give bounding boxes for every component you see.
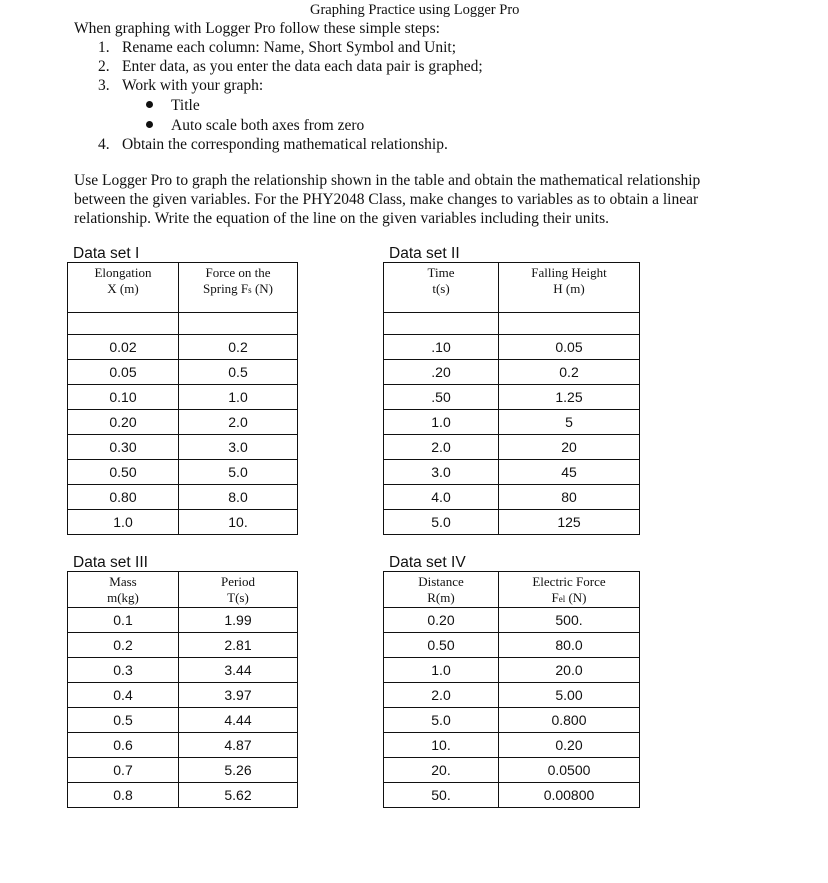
table-cell: 2.0 bbox=[384, 683, 499, 708]
table-cell: 1.0 bbox=[384, 658, 499, 683]
table-row bbox=[384, 758, 640, 783]
data-set-4-header-force: Electric Force Fel (N) bbox=[499, 572, 640, 608]
table-row bbox=[68, 485, 298, 510]
table-row bbox=[68, 410, 298, 435]
table-cell: 1.0 bbox=[68, 510, 179, 535]
table-cell: 4.44 bbox=[179, 708, 298, 733]
table-cell: 0.1 bbox=[68, 608, 179, 633]
table-cell: .10 bbox=[384, 335, 499, 360]
table-cell: 1.0 bbox=[384, 410, 499, 435]
table-cell: 0.20 bbox=[384, 608, 499, 633]
table-row bbox=[68, 633, 298, 658]
table-cell: 2.81 bbox=[179, 633, 298, 658]
step-2-number: 2. bbox=[98, 58, 110, 75]
table-row bbox=[68, 658, 298, 683]
bullet-dot-icon bbox=[146, 121, 153, 128]
table-row bbox=[384, 360, 640, 385]
table-cell: 0.4 bbox=[68, 683, 179, 708]
data-set-4-table bbox=[383, 571, 640, 808]
table-cell: 0.02 bbox=[68, 335, 179, 360]
table-spacer-row bbox=[68, 313, 298, 335]
data-set-3-table bbox=[67, 571, 298, 808]
table-cell: 3.97 bbox=[179, 683, 298, 708]
table-row bbox=[384, 385, 640, 410]
table-spacer-row bbox=[384, 313, 640, 335]
table-row bbox=[68, 435, 298, 460]
table-row bbox=[68, 385, 298, 410]
table-cell: 0.50 bbox=[68, 460, 179, 485]
table-cell: 80 bbox=[499, 485, 640, 510]
table-cell: 500. bbox=[499, 608, 640, 633]
table-cell: 0.80 bbox=[68, 485, 179, 510]
table-row bbox=[384, 683, 640, 708]
table-cell: 0.2 bbox=[499, 360, 640, 385]
table-row bbox=[68, 460, 298, 485]
instructions-line-1: Use Logger Pro to graph the relationship shown in the table and obtain the mathematical relationship bbox=[74, 172, 701, 189]
table-cell: 0.5 bbox=[179, 360, 298, 385]
table-cell: 5 bbox=[499, 410, 640, 435]
table-cell: 1.0 bbox=[179, 385, 298, 410]
table-row bbox=[68, 360, 298, 385]
table-cell: 2.0 bbox=[384, 435, 499, 460]
table-row bbox=[68, 783, 298, 808]
bullet-title bbox=[146, 97, 200, 115]
table-cell: 5.0 bbox=[179, 460, 298, 485]
table-cell: 0.0500 bbox=[499, 758, 640, 783]
table-cell: 125 bbox=[499, 510, 640, 535]
page-title: Graphing Practice using Logger Pro bbox=[310, 2, 520, 18]
table-cell: 0.05 bbox=[499, 335, 640, 360]
table-row bbox=[384, 783, 640, 808]
table-cell: 0.7 bbox=[68, 758, 179, 783]
table-cell: 10. bbox=[179, 510, 298, 535]
instructions-line-3: relationship. Write the equation of the line on the given variables including their units. bbox=[74, 210, 609, 227]
table-row bbox=[384, 510, 640, 535]
data-set-3-header-mass: Mass m(kg) bbox=[68, 572, 179, 608]
data-set-1-header-x: Elongation X (m) bbox=[68, 263, 179, 313]
table-cell: 3.44 bbox=[179, 658, 298, 683]
table-row bbox=[68, 683, 298, 708]
data-set-3-header-period: Period T(s) bbox=[179, 572, 298, 608]
data-set-2-title: Data set II bbox=[389, 245, 460, 262]
instructions-line-2: between the given variables. For the PHY2048 Class, make changes to variables as to obtain a linear bbox=[74, 191, 699, 208]
data-set-2-table bbox=[383, 262, 640, 535]
step-2: Enter data, as you enter the data each data pair is graphed; bbox=[122, 58, 483, 75]
bullet-autoscale bbox=[146, 117, 364, 135]
table-cell: 5.0 bbox=[384, 510, 499, 535]
table-cell: 80.0 bbox=[499, 633, 640, 658]
table-cell: .20 bbox=[384, 360, 499, 385]
table-row bbox=[384, 633, 640, 658]
table-cell: 20.0 bbox=[499, 658, 640, 683]
table-cell: 0.05 bbox=[68, 360, 179, 385]
intro-text: When graphing with Logger Pro follow these simple steps: bbox=[74, 20, 440, 37]
table-row bbox=[384, 460, 640, 485]
table-row bbox=[384, 410, 640, 435]
table-cell: 5.26 bbox=[179, 758, 298, 783]
table-cell: 0.50 bbox=[384, 633, 499, 658]
data-set-4-title: Data set IV bbox=[389, 554, 466, 571]
table-row bbox=[68, 608, 298, 633]
table-row bbox=[384, 708, 640, 733]
table-cell: 0.8 bbox=[68, 783, 179, 808]
table-cell: 0.3 bbox=[68, 658, 179, 683]
data-set-2-header-time: Time t(s) bbox=[384, 263, 499, 313]
table-cell: 4.0 bbox=[384, 485, 499, 510]
step-1-number: 1. bbox=[98, 39, 110, 56]
table-cell: 0.2 bbox=[68, 633, 179, 658]
data-set-4-header-distance: Distance R(m) bbox=[384, 572, 499, 608]
table-cell: 0.6 bbox=[68, 733, 179, 758]
table-cell: 0.00800 bbox=[499, 783, 640, 808]
table-cell: 0.10 bbox=[68, 385, 179, 410]
table-cell: 20. bbox=[384, 758, 499, 783]
table-row bbox=[68, 733, 298, 758]
data-set-1-title: Data set I bbox=[73, 245, 140, 262]
table-cell: 5.0 bbox=[384, 708, 499, 733]
table-cell: 1.25 bbox=[499, 385, 640, 410]
table-cell: 0.20 bbox=[68, 410, 179, 435]
table-row bbox=[384, 485, 640, 510]
table-cell: 1.99 bbox=[179, 608, 298, 633]
table-cell: 10. bbox=[384, 733, 499, 758]
table-cell: 4.87 bbox=[179, 733, 298, 758]
table-cell: 8.0 bbox=[179, 485, 298, 510]
step-4-number: 4. bbox=[98, 136, 110, 153]
table-row bbox=[384, 733, 640, 758]
step-4: Obtain the corresponding mathematical relationship. bbox=[122, 136, 448, 153]
data-set-1-header-force: Force on the Spring Fs (N) bbox=[179, 263, 298, 313]
table-row bbox=[384, 435, 640, 460]
step-3-number: 3. bbox=[98, 77, 110, 94]
table-cell: 0.20 bbox=[499, 733, 640, 758]
table-row bbox=[68, 335, 298, 360]
table-cell: 50. bbox=[384, 783, 499, 808]
table-cell: 45 bbox=[499, 460, 640, 485]
table-cell: 0.2 bbox=[179, 335, 298, 360]
bullet-title-text: Title bbox=[171, 97, 200, 114]
table-cell: 0.800 bbox=[499, 708, 640, 733]
table-cell: 3.0 bbox=[384, 460, 499, 485]
table-cell: 3.0 bbox=[179, 435, 298, 460]
bullet-autoscale-text: Auto scale both axes from zero bbox=[171, 117, 365, 134]
step-3: Work with your graph: bbox=[122, 77, 264, 94]
table-cell: 5.62 bbox=[179, 783, 298, 808]
table-row bbox=[68, 510, 298, 535]
data-set-3-title: Data set III bbox=[73, 554, 148, 571]
table-row bbox=[68, 758, 298, 783]
table-cell: 0.5 bbox=[68, 708, 179, 733]
table-row bbox=[68, 708, 298, 733]
table-row bbox=[384, 608, 640, 633]
data-set-2-header-height: Falling Height H (m) bbox=[499, 263, 640, 313]
data-set-1-table bbox=[67, 262, 298, 535]
table-row bbox=[384, 658, 640, 683]
table-row bbox=[384, 335, 640, 360]
table-cell: 2.0 bbox=[179, 410, 298, 435]
step-1: Rename each column: Name, Short Symbol and Unit; bbox=[122, 39, 457, 56]
bullet-dot-icon bbox=[146, 101, 153, 108]
table-cell: 5.00 bbox=[499, 683, 640, 708]
table-cell: .50 bbox=[384, 385, 499, 410]
table-cell: 20 bbox=[499, 435, 640, 460]
table-cell: 0.30 bbox=[68, 435, 179, 460]
